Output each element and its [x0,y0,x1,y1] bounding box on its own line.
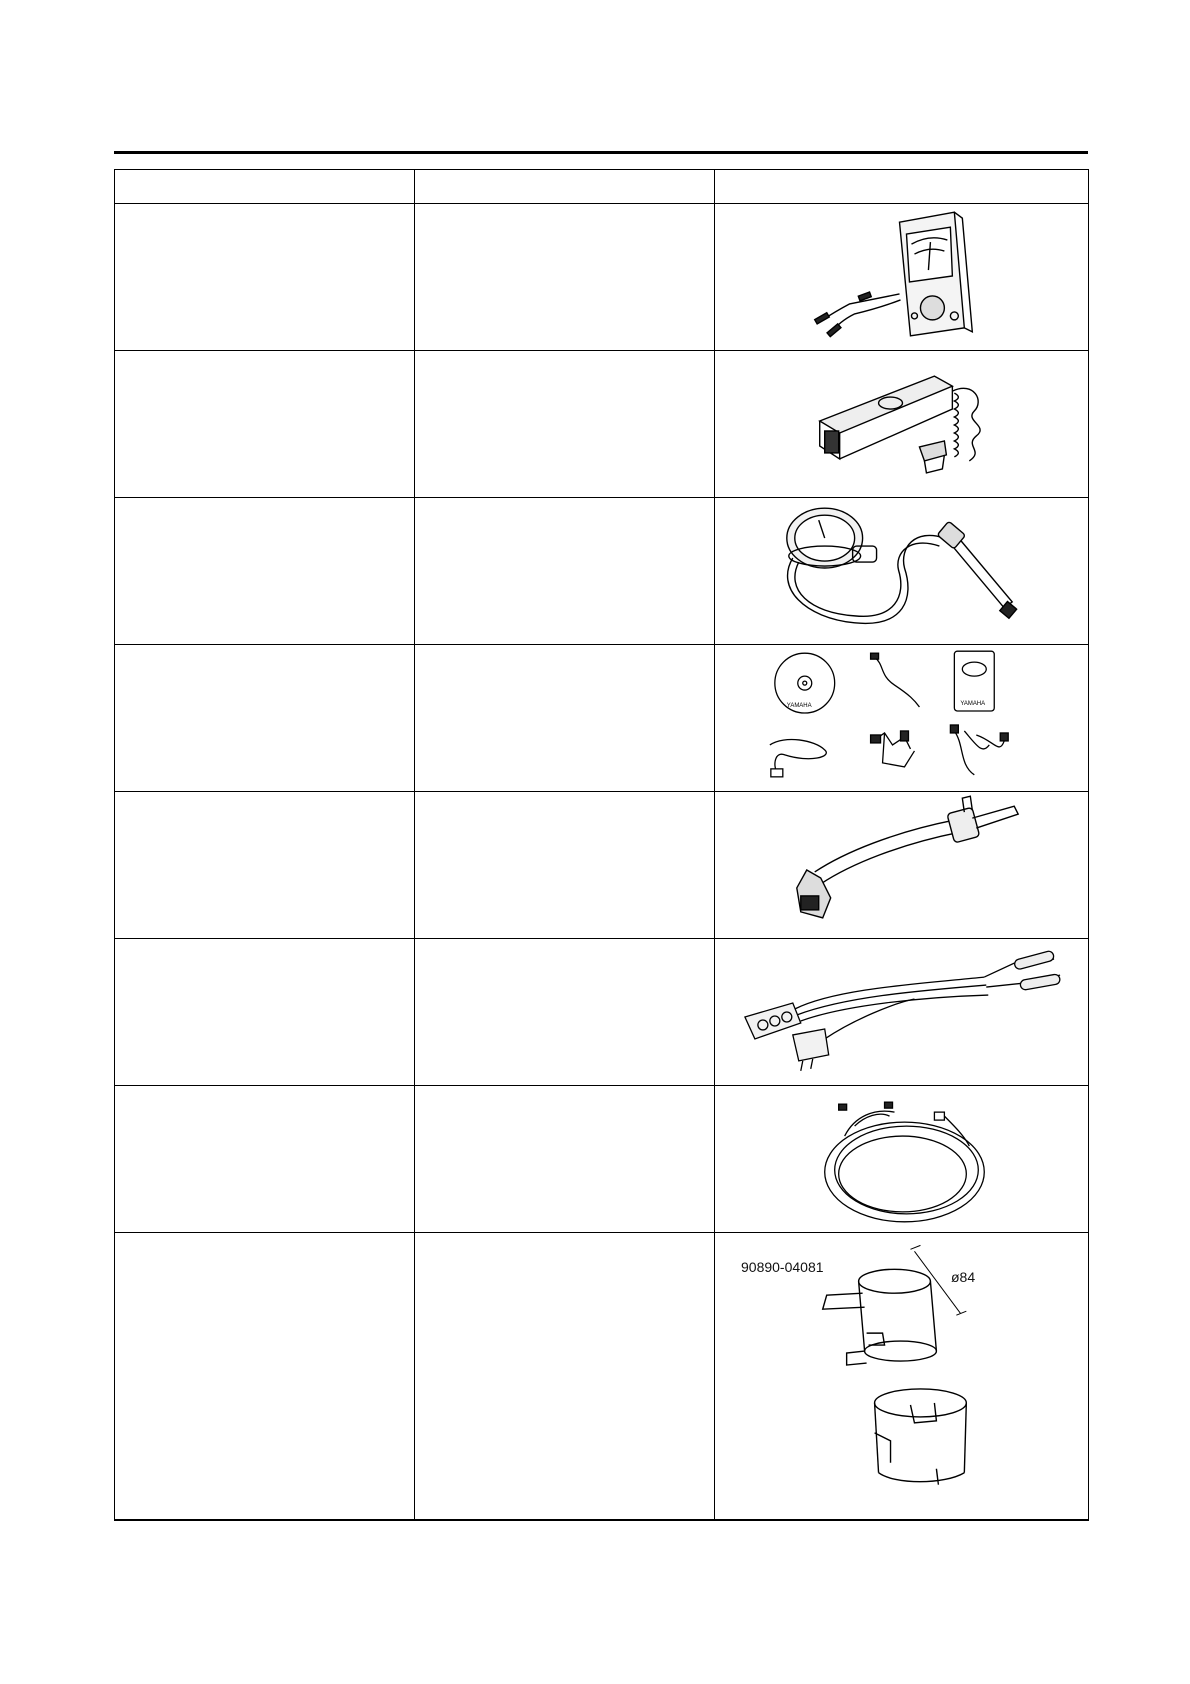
top-rule [114,151,1088,154]
diagnostic-tool-kit-illustration [715,645,1088,791]
tool-number-cell [415,1233,715,1521]
tool-name-cell [115,1233,415,1521]
tool-name-cell [115,351,415,498]
test-harness-illustration [715,939,1088,1085]
compression-gauge-illustration [715,498,1088,644]
tool-number-cell [415,498,715,645]
table-row [115,498,1089,645]
tool-number-cell [415,645,715,792]
table-row [115,792,1089,939]
tool-number-cell [415,351,715,498]
tool-illustration-cell [715,1086,1089,1233]
tool-name-cell [115,204,415,351]
tool-number-cell [415,939,715,1086]
tool-number-cell [415,792,715,939]
header-cell-3 [715,170,1089,204]
tool-number-cell [415,1086,715,1233]
table-row [115,351,1089,498]
tool-illustration-cell [715,645,1089,792]
tool-name-cell [115,939,415,1086]
tool-illustration-cell [715,351,1089,498]
table-row [115,204,1089,351]
pocket-tester-illustration [715,204,1088,350]
svg-text:YAMAHA: YAMAHA [960,701,986,708]
tools-table [114,169,1089,1521]
wrench-illustration [715,1233,1088,1519]
tool-illustration-cell [715,498,1089,645]
part-number-label: 90890-04081 [741,1259,824,1275]
table-row [115,1233,1089,1521]
tool-illustration-cell [715,939,1089,1086]
table-header-row [115,170,1089,204]
header-cell-2 [415,170,715,204]
table-row [115,939,1089,1086]
fuel-pressure-adapter-illustration [715,792,1088,938]
table-row [115,645,1089,792]
timing-light-illustration [715,351,1088,497]
wire-harness-coil-illustration [715,1086,1088,1232]
header-cell-1 [115,170,415,204]
tool-illustration-cell [715,204,1089,351]
tool-name-cell [115,645,415,792]
tool-number-cell [415,204,715,351]
diameter-label: ø84 [951,1269,976,1285]
tool-name-cell [115,498,415,645]
tool-name-cell [115,1086,415,1233]
tool-illustration-cell [715,792,1089,939]
table-row [115,1086,1089,1233]
tool-name-cell [115,792,415,939]
svg-text:YAMAHA: YAMAHA [786,703,812,710]
tool-illustration-cell [715,1233,1089,1521]
